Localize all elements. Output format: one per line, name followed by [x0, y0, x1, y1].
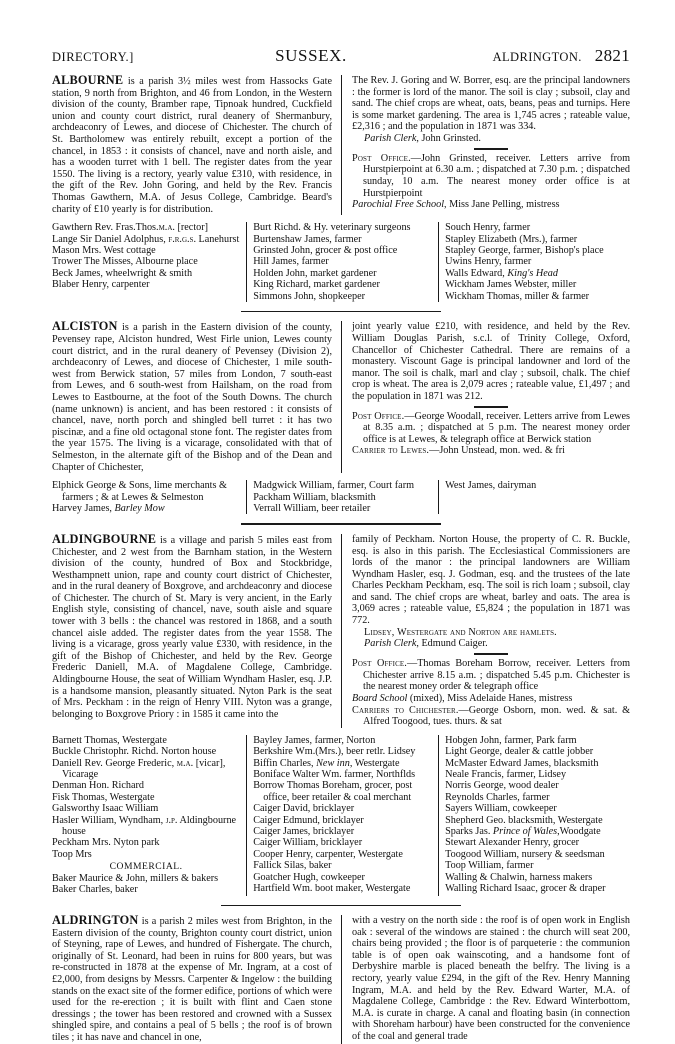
aldrington-description-left: [52, 915, 332, 1044]
alciston-listing-column-1: [52, 480, 246, 514]
article-aldrington: [52, 915, 630, 1044]
alciston-carrier: [352, 445, 630, 457]
list-item[interactable]: Blaber Henry, carpenter: [52, 279, 150, 291]
alciston-description-right: joint yearly value £210, with residence, and held by the Rev. William Douglas Parish, s.c.l. of Trinity College, Oxford, Chancellor of Chichester Cathedral. There are remains of a monastery. Viscount Gage is principal landowner and lord of the manor. The soil is chalk, marl and clay ; subsoil, chalk. The chief crop is wheat. The area is 2,079 acres ; rateable value, £1,497 ; and the population in 1871 was 212.: [352, 321, 630, 403]
list-item[interactable]: Toop Mrs: [52, 848, 92, 860]
albourne-right-column: [341, 75, 630, 215]
list-item[interactable]: Bayley James, farmer, Norton: [253, 734, 376, 746]
list-item[interactable]: Shepherd Geo. blacksmith, Westergate: [445, 814, 603, 826]
aldrington-left-column: [52, 915, 341, 1044]
parish-clerk-value: , John Grinsted.: [416, 132, 481, 144]
list-item[interactable]: Mason Mrs. West cottage: [52, 244, 156, 256]
free-school-label: Parochial Free School: [352, 199, 445, 211]
aldingbourne-parish-name: ALDINGBOURNE: [52, 531, 157, 546]
list-item[interactable]: Borrow Thomas Boreham, grocer, post office, beer retailer & coal merchant: [253, 780, 413, 803]
aldingbourne-body-left: is a village and parish 5 miles east from Chichester, and 2 west from the Barnham station, in the Western division of the county, hundred of Box and Stockbridge, Westhampnett union, rape and county court district of Chichester, and in the rural deanery of Boxgrove, and archdeaconry and diocese of Chichester. The church of St. Mary is very ancient, in the Early English style, consisting of chancel, nave, south aisle and square tower with 3 bells : the chancel was restored in 1868, and a south chancel aisle added. The register dates from the year 1558. The living is a vicarage, gross yearly value £330, with residence, in the gift of the Bishop of Chichester, and held by the Rev. George Frederic Daniell, M.A. of Magdalene College, Cambridge. Aldingbourne House, the seat of William Wyndham Hasler, esq. J.P. is a handsome mansion, pleasantly situated. Nyton Park is the seat of Mrs. Peckham : in the reign of Henry VIII. Nyton was a grange, belonging to Boxgrove Priory : in 1585 it came into the: [52, 534, 332, 720]
list-item[interactable]: Lange Sir Daniel Adolphus, f.r.g.s. Lanehurst: [52, 233, 240, 245]
albourne-body-left: is a parish 3½ miles west from Hassocks Gate station, 9 north from Brighton, and 46 from London, in the Western division of the county, Bramber rape, Tipnoak hundred, Cuckfield union and county court district, rural deanery of Shermanbury, archdeaconry of Lewes, and diocese of Chichester. The church of St. Bartholomew was entirely rebuilt, except a portion of the chancel, in 1853 : it consists of chancel, nave and north aisle, and has a wooden turret with 1 bell. The register dates from the year 1550. The living is a rectory, yearly value £310, with residence, in the gift of the Rev. John Goring, and held by the Rev. Francis Thomas Gawthern, M.A. of Jesus College, Cambridge. Beard's charity of £10 yearly is for distribution.: [52, 76, 332, 215]
list-item[interactable]: Beck James, wheelwright & smith: [52, 267, 193, 279]
aldingbourne-carriers: [352, 705, 630, 728]
albourne-left-column: [52, 75, 341, 215]
list-item[interactable]: Berkshire Wm.(Mrs.), beer retlr. Lidsey: [253, 746, 416, 758]
carrier-text: —John Unstead, mon. wed. & fri: [429, 445, 565, 457]
aldrington-description-right: with a vestry on the north side : the roof is of open work in English oak : several of the windows are stained : the church will seat 200, chairs being provided ; the floor is of parqueterie : the communion table is of open oak wainscoting, and a handsome font of Derbyshire marble is placed beneath the belfry. The living is a rectory, yearly value £294, in the gift of the Rev. Henry Manning Ingram, M.A. and held by the Rev. Edward Warter, M.A. of Magdalene College, Cambridge : the Rev. Edward Winterbottom, M.A. is curate in charge. A canal and floating basin (in connection with Shoreham harbour) have been constructed for the convenience of the coal and general trade: [352, 915, 630, 1042]
list-item[interactable]: Cooper Henry, carpenter, Westergate: [253, 848, 403, 860]
albourne-listing-column-2: [246, 222, 438, 302]
list-item[interactable]: Hasler William, Wyndham, j.p. Aldingbourne house: [52, 814, 237, 838]
list-item[interactable]: Daniell Rev. George Frederic, m.a. [vicar], Vicarage: [52, 757, 226, 781]
list-item[interactable]: Light George, dealer & cattle jobber: [445, 746, 594, 758]
list-item[interactable]: Walls Edward, King's Head: [445, 267, 558, 279]
list-item[interactable]: Verrall William, beer retailer: [253, 503, 371, 514]
list-item[interactable]: Sayers William, cowkeeper: [445, 803, 557, 815]
list-item[interactable]: Caiger David, bricklayer: [253, 803, 355, 815]
aldingbourne-description-left: [52, 531, 332, 721]
list-item[interactable]: Wickham Thomas, miller & farmer: [445, 290, 590, 302]
list-item[interactable]: Goatcher Hugh, cowkeeper: [253, 871, 365, 883]
list-item[interactable]: Sparks Jas. Prince of Wales,Woodgate: [445, 826, 601, 838]
post-office-label: Post Office.: [352, 658, 408, 670]
aldingbourne-parish-clerk: [352, 638, 630, 650]
list-item[interactable]: Buckle Christophr. Richd. Norton house: [52, 746, 217, 758]
free-school-text: , Miss Jane Pelling, mistress: [444, 199, 560, 211]
page-content: [52, 46, 630, 1044]
list-item[interactable]: Burtenshaw James, farmer: [253, 233, 362, 245]
list-item[interactable]: Packham William, blacksmith: [253, 491, 376, 503]
running-head-center: [202, 46, 420, 66]
aldingbourne-listing-column-2: [246, 735, 438, 896]
list-item[interactable]: Peckham Mrs. Nyton park: [52, 837, 160, 849]
post-office-label: Post Office.: [352, 152, 411, 164]
aldrington-right-column: [341, 915, 630, 1044]
albourne-listing: [52, 222, 630, 302]
list-item[interactable]: Hill James, farmer: [253, 256, 329, 268]
aldingbourne-right-column: [341, 534, 630, 728]
parish-clerk-label: Parish Clerk: [364, 638, 417, 650]
list-item[interactable]: Caiger Edmund, bricklayer: [253, 814, 364, 826]
running-head-left: [52, 50, 202, 65]
alciston-description-left: [52, 321, 332, 473]
list-item[interactable]: Madgwick William, farmer, Court farm: [253, 480, 415, 492]
alciston-body-left: is a parish in the Eastern division of the county, Pevensey rape, Alciston hundred, West Firle union, Lewes county court district, and in the rural deanery of Pevensey (Division 2), archdeaconry of Lewes, and diocese of Chichester, 1 mile south-west from Berwick station, 57 miles from London, 7 south-east from Lewes, and 6 south-west from Hailsham, on the road from Lewes to Eastbourne, at the foot of the South Downs. The church (name unknown) is ancient, and has been restored : it consists of chancel, nave, north porch and shingled bell turret : it has two piscinæ, and a fine old octagonal stone font. The register dates from the year 1575. The living is a vicarage, consolidated with that of Selmeston, in the alternate gift of the Bishop and of the Dean and Chapter of Chichester,: [52, 322, 332, 473]
list-item[interactable]: Barnett Thomas, Westergate: [52, 734, 167, 746]
list-item[interactable]: Caiger William, bricklayer: [253, 837, 363, 849]
albourne-description-right: The Rev. J. Goring and W. Borrer, esq. are the principal landowners : the former is lord of the manor. The soil is clay ; subsoil, clay and sand. The chief crops are wheat, oats, beans, peas and turnips. Here is some market gardening. The area is 1,745 acres ; rateable value, £2,316 ; and the population in 1871 was 334.: [352, 75, 630, 133]
alciston-parish-name: ALCISTON: [52, 319, 118, 334]
list-item[interactable]: Biffin Charles, New inn, Westergate: [253, 757, 400, 769]
list-item[interactable]: Boniface Walter Wm. farmer, Northflds: [253, 769, 416, 781]
list-item[interactable]: Elphick George & Sons, lime merchants & farmers ; & at Lewes & Selmeston: [52, 480, 227, 503]
alciston-listing: [52, 480, 630, 514]
list-item[interactable]: Fallick Silas, baker: [253, 860, 332, 872]
running-head-right: [420, 46, 630, 66]
list-item[interactable]: West James, dairyman: [445, 480, 537, 492]
list-item[interactable]: Reynolds Charles, farmer: [445, 791, 550, 803]
list-item[interactable]: Souch Henry, farmer: [445, 222, 531, 234]
entry-separator-3: [221, 905, 461, 907]
aldingbourne-listing-column-3: [438, 735, 630, 896]
list-item[interactable]: Holden John, market gardener: [253, 267, 377, 279]
aldingbourne-listing-column-1: [52, 735, 246, 896]
aldingbourne-post-office: [352, 658, 630, 693]
running-head-left-label: DIRECTORY.]: [52, 50, 134, 64]
list-item[interactable]: Stapley George, farmer, Bishop's place: [445, 244, 604, 256]
list-item[interactable]: Wickham James Webster, miller: [445, 279, 577, 291]
alciston-left-column: [52, 321, 341, 473]
carrier-text: —George Osborn, mon. wed. & sat. & Alfred Toogood, tues. thurs. & sat: [363, 704, 631, 728]
list-item[interactable]: Trower The Misses, Albourne place: [52, 256, 198, 268]
list-item[interactable]: Uwins Henry, farmer: [445, 256, 532, 268]
entry-separator-2: [241, 523, 441, 525]
aldingbourne-listing: [52, 735, 630, 896]
aldingbourne-board-school: [352, 693, 630, 705]
post-office-text: —John Grinsted, receiver. Letters arrive from Hurstpierpoint at 6.30 a.m. ; dispatched at 7.30 p.m. ; dispatched sunday, 10 a.m. The nearest money order office is at Hurstpierpoint: [363, 152, 630, 199]
albourne-listing-column-1: [52, 222, 246, 302]
list-item[interactable]: Stapley Elizabeth (Mrs.), farmer: [445, 233, 578, 245]
alciston-right-column: [341, 321, 630, 473]
albourne-post-office: [352, 153, 630, 199]
carrier-label: Carriers to Chichester.: [352, 704, 459, 716]
aldingbourne-hamlets: [352, 627, 630, 639]
entry-separator-1: [241, 311, 441, 313]
albourne-parish-name: ALBOURNE: [52, 73, 124, 87]
commercial-heading: COMMERCIAL.: [109, 861, 183, 873]
running-head: [52, 46, 630, 66]
list-item[interactable]: Norris George, wood dealer: [445, 780, 559, 792]
article-albourne: [52, 75, 630, 215]
aldingbourne-description-right: family of Peckham. Norton House, the property of C. R. Buckle, esq. is also in this parish. The Ecclesiastical Commissioners are lords of the manor : the principal landowners are William Wyndham Hasler, esq. J. Godman, esq. and the trustees of the late Charles Peckham Peckham, esq. The soil is rich loam ; subsoil, clay and sand. The chief crops are wheat, barley and oats. The area is 3,069 acres ; rateable value, £5,824 ; the population in 1871 was 772.: [352, 533, 630, 627]
section-divider-rule: [474, 653, 508, 655]
carrier-label: Carrier to Lewes.: [352, 445, 430, 457]
section-divider-rule: [474, 148, 508, 150]
alciston-post-office: [352, 411, 630, 446]
article-aldingbourne: [52, 531, 631, 728]
board-school-text: (mixed), Miss Adelaide Hanes, mistress: [407, 693, 573, 705]
aldingbourne-left-column: [52, 531, 341, 728]
list-item[interactable]: Walling Richard Isaac, grocer & draper: [445, 883, 606, 895]
list-item[interactable]: Harvey James, Barley Mow: [52, 503, 165, 514]
list-item[interactable]: McMaster Edward James, blacksmith: [445, 757, 599, 769]
albourne-description-left: [52, 75, 332, 215]
aldrington-body-left: is a parish 2 miles west from Brighton, in the Eastern division of the county, Brighton county court district, union of Steyning, rape of Lewes, and hundred of Fishergate. The church, originally of St. Leonard, had been in ruins for 800 years, but was re-constructed in 1878 at the expense of Mr. Ingram, at a cost of £2,000, from designs by Messrs. Carpenter & Ingelow : the building stands on the exact site of the former edifice, portions of which were used for the re-erection ; it is built with flint and Caen stone dressings ; the tower has been restored and crowned with a Sussex shingled spire, and contains a peal of 5 bells ; the roof is of brown tiles ; it has nave and chancel in one,: [52, 916, 332, 1043]
post-office-label: Post Office.: [352, 410, 405, 422]
list-item[interactable]: Galsworthy Isaac William: [52, 803, 159, 815]
aldrington-parish-name: ALDRINGTON: [52, 913, 139, 927]
board-school-label: Board School: [352, 693, 408, 705]
list-item[interactable]: Toogood William, nursery & seedsman: [445, 848, 605, 860]
list-item[interactable]: Caiger James, bricklayer: [253, 826, 355, 838]
section-divider-rule: [474, 406, 508, 408]
list-item[interactable]: Denman Hon. Richard: [52, 780, 144, 792]
list-item[interactable]: Neale Francis, farmer, Lidsey: [445, 769, 567, 781]
albourne-listing-column-3: [438, 222, 630, 302]
aldingbourne-private-residents: [52, 735, 240, 860]
post-office-text: —Thomas Boreham Borrow, receiver. Letters from Chichester arrive 8.15 a.m. ; dispatched 5.45 p.m. Chichester is the nearest money order & telegraph office: [363, 658, 631, 693]
list-item[interactable]: Walling & Chalwin, harness makers: [445, 871, 593, 883]
albourne-parish-clerk: [352, 133, 630, 145]
aldingbourne-commercial-extra: [52, 873, 240, 896]
list-item[interactable]: Gawthern Rev. Fras.Thos.m.a. [rector]: [52, 222, 209, 234]
post-office-text: —George Woodall, receiver. Letters arrive from Lewes at 8.35 a.m. ; dispatched at 5 p.m. The nearest money order office is at Lewes, & telegraph office at Berwick station: [363, 410, 630, 445]
running-head-parish: ALDRINGTON.: [492, 50, 582, 64]
albourne-free-school: [352, 199, 630, 211]
alciston-listing-column-2: [246, 480, 438, 514]
article-alciston: [52, 321, 630, 473]
list-item[interactable]: King Richard, market gardener: [253, 279, 380, 291]
list-item[interactable]: Hobgen John, farmer, Park farm: [445, 734, 577, 746]
list-item[interactable]: Baker Charles, baker: [52, 884, 138, 896]
running-head-county: SUSSEX.: [275, 46, 347, 65]
list-item[interactable]: Simmons John, shopkeeper: [253, 290, 365, 302]
list-item[interactable]: Toop William, farmer: [445, 860, 534, 872]
list-item[interactable]: Grinsted John, grocer & post office: [253, 244, 398, 256]
list-item[interactable]: Stewart Alexander Henry, grocer: [445, 837, 580, 849]
parish-clerk-label: Parish Clerk: [364, 132, 417, 144]
page-number: 2821: [594, 46, 630, 65]
list-item[interactable]: Hartfield Wm. boot maker, Westergate: [253, 883, 411, 895]
list-item[interactable]: Fisk Thomas, Westergate: [52, 791, 155, 803]
list-item[interactable]: Burt Richd. & Hy. veterinary surgeons: [253, 222, 411, 234]
alciston-listing-column-3: [438, 480, 630, 514]
hamlets-text: Lidsey, Westergate and Norton are hamlets.: [364, 626, 557, 638]
parish-clerk-value: , Edmund Caiger.: [416, 638, 488, 650]
list-item[interactable]: Baker Maurice & John, millers & bakers: [52, 872, 219, 884]
